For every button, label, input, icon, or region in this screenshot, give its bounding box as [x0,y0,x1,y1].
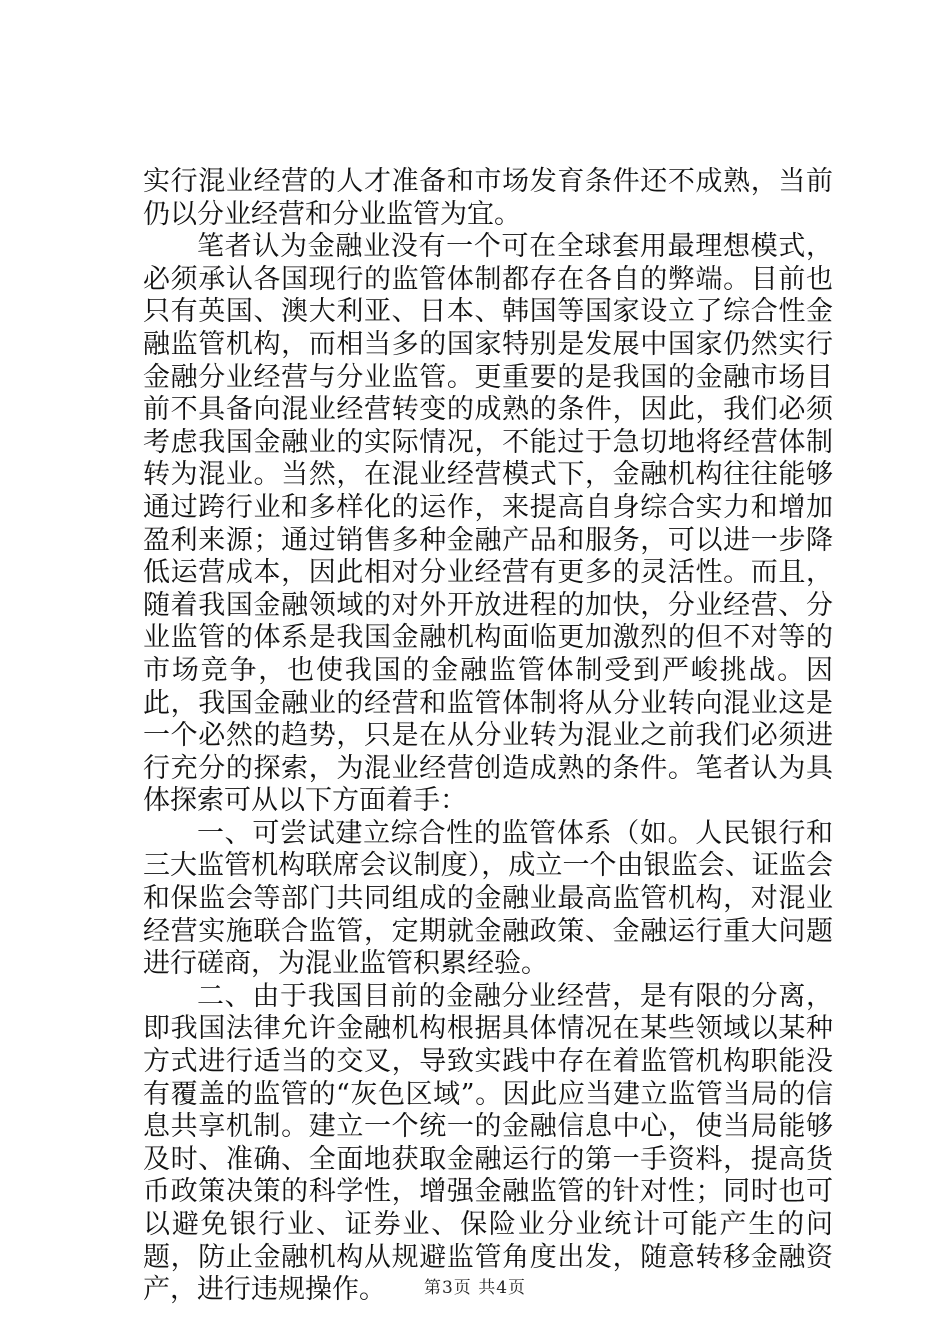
paragraph-1: 实行混业经营的人才准备和市场发育条件还不成熟，当前仍以分业经营和分业监管为宜。 [143,166,833,230]
page-number-footer: 第3页 共4页 [423,1278,527,1298]
paragraph-2: 笔者认为金融业没有一个可在全球套用最理想模式，必须承认各国现行的监管体制都存在各自的弊端。目前也只有英国、澳大利亚、日本、韩国等国家设立了综合性金融监管机构，而相当多的国家特别是发展中国家仍然实行金融分业经营与分业监管。更重要的是我国的金融市场目前不具备向混业经营转变的成熟的条件，因此，我们必须考虑我国金融业的实际情况，不能过于急切地将经营体制转为混业。当然，在混业经营模式下，金融机构往往能够通过跨行业和多样化的运作，来提高自身综合实力和增加盈利来源；通过销售多种金融产品和服务，可以进一步降低运营成本，因此相对分业经营有更多的灵活性。而且，随着我国金融领域的对外开放进程的加快，分业经营、分业监管的体系是我国金融机构面临更加激烈的但不对等的市场竞争，也使我国的金融监管体制受到严峻挑战。因此，我国金融业的经营和监管体制将从分业转向混业这是一个必然的趋势，只是在从分业转为混业之前我们必须进行充分的探索，为混业经营创造成熟的条件。笔者认为具体探索可从以下方面着手： [143,231,833,817]
document-body [143,166,833,1307]
paragraph-3: 一、可尝试建立综合性的监管体系（如。人民银行和三大监管机构联席会议制度），成立一个由银监会、证监会和保监会等部门共同组成的金融业最高监管机构，对混业经营实施联合监管，定期就金融政策、金融运行重大问题进行磋商，为混业监管积累经验。 [143,817,833,980]
paragraph-4: 二、由于我国目前的金融分业经营，是有限的分离，即我国法律允许金融机构根据具体情况在某些领域以某种方式进行适当的交叉，导致实践中存在着监管机构职能没有覆盖的监管的“灰色区域”。因此应当建立监管当局的信息共享机制。建立一个统一的金融信息中心，使当局能够及时、准确、全面地获取金融运行的第一手资料，提高货币政策决策的科学性，增强金融监管的针对性；同时也可以避免银行业、证券业、保险业分业统计可能产生的问题，防止金融机构从规避监管角度出发，随意转移金融资产，进行违规操作。 [143,980,833,1306]
